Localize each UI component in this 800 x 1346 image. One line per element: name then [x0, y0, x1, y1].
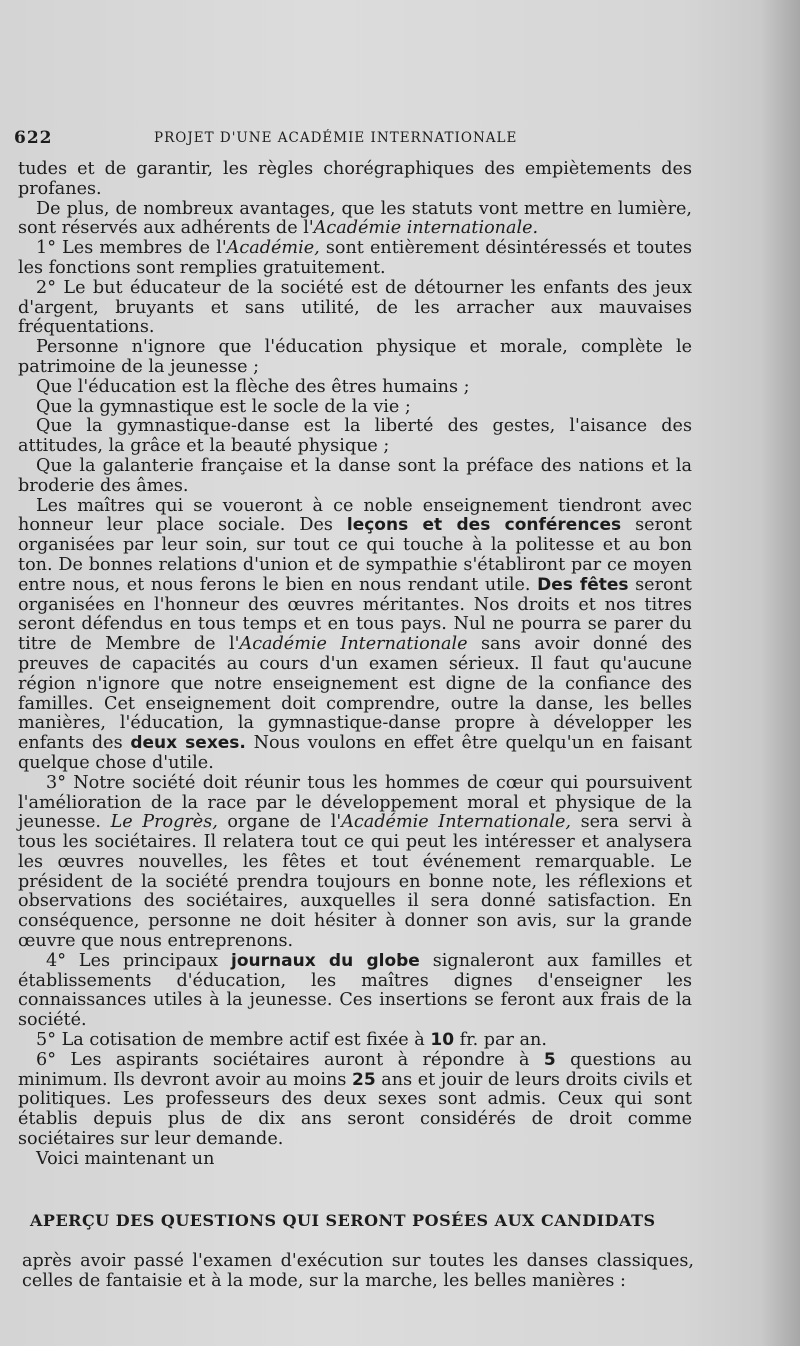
- text-run: 4° Les principaux: [46, 950, 232, 971]
- italic-run: Académie,: [226, 238, 320, 259]
- paragraph: [18, 497, 692, 774]
- paragraph: Voici maintenant un: [36, 1148, 215, 1169]
- text-run: ans et jouir de leurs droits civils et politiques. Les professeurs des deux sexes sont admis. Ceux qui sont établis depuis plus de dix ans seront considérés de droit comme sociétaires sur leur demande.: [18, 1069, 692, 1150]
- bold-run: deux sexes.: [130, 733, 246, 754]
- section-heading: APERÇU DES QUESTIONS QUI SERONT POSÉES AUX CANDIDATS: [30, 1211, 656, 1230]
- text-run: 3° Notre société doit réunir tous les hommes de cœur qui poursuivent l'amélioration de la race par le développement moral et physique de la jeunesse.: [18, 772, 692, 833]
- bold-run: Des fêtes: [537, 574, 629, 595]
- italic-run: Le Progrès,: [110, 812, 218, 833]
- paragraph: [18, 952, 692, 1031]
- paragraph: Que la galanterie française et la danse sont la préface des nations et la broderie des âmes.: [18, 455, 692, 496]
- text-run: questions au minimum. Ils devront avoir au moins: [18, 1049, 692, 1090]
- text-run: sans avoir donné des preuves de capacités au cours d'un examen sérieux. Il faut qu'aucune région n'ignore que notre enseignement est digne de la confiance des familles. Cet enseignement doit comprendre, outre la danse, les belles manières, l'éducation, la gymnastique-danse propre à développer les enfants des: [18, 634, 692, 754]
- page-header: [14, 128, 714, 148]
- text-run: 1° Les membres de l': [36, 238, 227, 259]
- bold-run: 5: [543, 1049, 556, 1070]
- italic-run: Académie Internationale,: [341, 812, 571, 833]
- bold-run: leçons et des conférences: [346, 515, 622, 536]
- paragraph: [18, 1051, 692, 1150]
- page-number: 622: [14, 128, 53, 148]
- bold-run: 25: [352, 1069, 376, 1090]
- text-run: Les maîtres qui se voueront à ce noble enseignement tiendront avec honneur leur place sociale. Des: [18, 495, 692, 536]
- bold-run: 10: [430, 1030, 455, 1051]
- text-run: signaleront aux familles et établissements d'éducation, les maîtres dignes d'enseigner les connaissances utiles à la jeunesse. Ces insertions se feront aux frais de la société.: [18, 950, 692, 1031]
- paragraph: [18, 774, 692, 952]
- body-text: [18, 160, 692, 1170]
- paragraph: 2° Le but éducateur de la société est de détourner les enfants des jeux d'argent, bruyants et sans utilité, de les arracher aux mauvaises fréquentations.: [18, 277, 692, 338]
- paragraph: Personne n'ignore que l'éducation physique et morale, complète le patrimoine de la jeunesse ;: [18, 337, 692, 377]
- text-run: seront organisées par leur soin, sur tout ce qui touche à la politesse et au bon ton. De bonnes relations d'union et de sympathie s'établiront par ce moyen entre nous, et nous ferons le bien en nous rendant utile.: [18, 515, 692, 595]
- paragraph: [18, 200, 692, 240]
- text-run: sont entièrement désintéressés et toutes les fonctions sont remplies gratuitement.: [18, 238, 693, 278]
- paragraph: Que la gymnastique est le socle de la vie ;: [36, 396, 411, 417]
- paragraph: [18, 239, 692, 279]
- paragraph: [18, 1031, 692, 1051]
- text-run: 6° Les aspirants sociétaires auront à répondre à: [36, 1049, 544, 1070]
- text-run: De plus, de nombreux avantages, que les statuts vont mettre en lumière, sont réservés aux adhérents de l': [18, 198, 692, 239]
- page-edge-shadow: [760, 0, 800, 1346]
- running-title: PROJET D'UNE ACADÉMIE INTERNATIONALE: [154, 130, 518, 146]
- text-run: fr. par an.: [454, 1030, 547, 1051]
- continuation-text: après avoir passé l'examen d'exécution sur toutes les danses classiques, celles de fantaisie et à la mode, sur la marche, les belles manières :: [22, 1251, 694, 1291]
- text-run: Nous voulons en effet être quelqu'un en faisant quelque chose d'utile.: [18, 733, 692, 773]
- paragraph: Que l'éducation est la flèche des êtres humains ;: [36, 376, 470, 397]
- paragraph: tudes et de garantir, les règles chorégraphiques des empiètements des profanes.: [18, 159, 692, 199]
- text-run: 5° La cotisation de membre actif est fixée à: [36, 1030, 431, 1051]
- paragraph: Que la gymnastique-danse est la liberté des gestes, l'aisance des attitudes, la grâce et la beauté physique ;: [18, 416, 692, 457]
- italic-run: Académie Internationale: [239, 634, 468, 655]
- bold-run: journaux du globe: [231, 950, 420, 971]
- text-run: seront organisées en l'honneur des œuvres méritantes. Nos droits et nos titres seront défendus en tous temps et en tous pays. Nul ne pourra se parer du titre de Membre de l': [18, 574, 693, 655]
- text-run: sera servi à tous les sociétaires. Il relatera tout ce qui peut les intéresser et analysera les œuvres nouvelles, les fêtes et tout événement remarquable. Le président de la société prendra toujours en bonne note, les réflexions et observations des sociétaires, auxquelles il sera donné satisfaction. En conséquence, personne ne doit hésiter à donner son avis, sur la grande œuvre que nous entreprenons.: [18, 812, 692, 952]
- text-run: organe de l': [217, 812, 342, 833]
- italic-run: Académie internationale.: [313, 218, 539, 239]
